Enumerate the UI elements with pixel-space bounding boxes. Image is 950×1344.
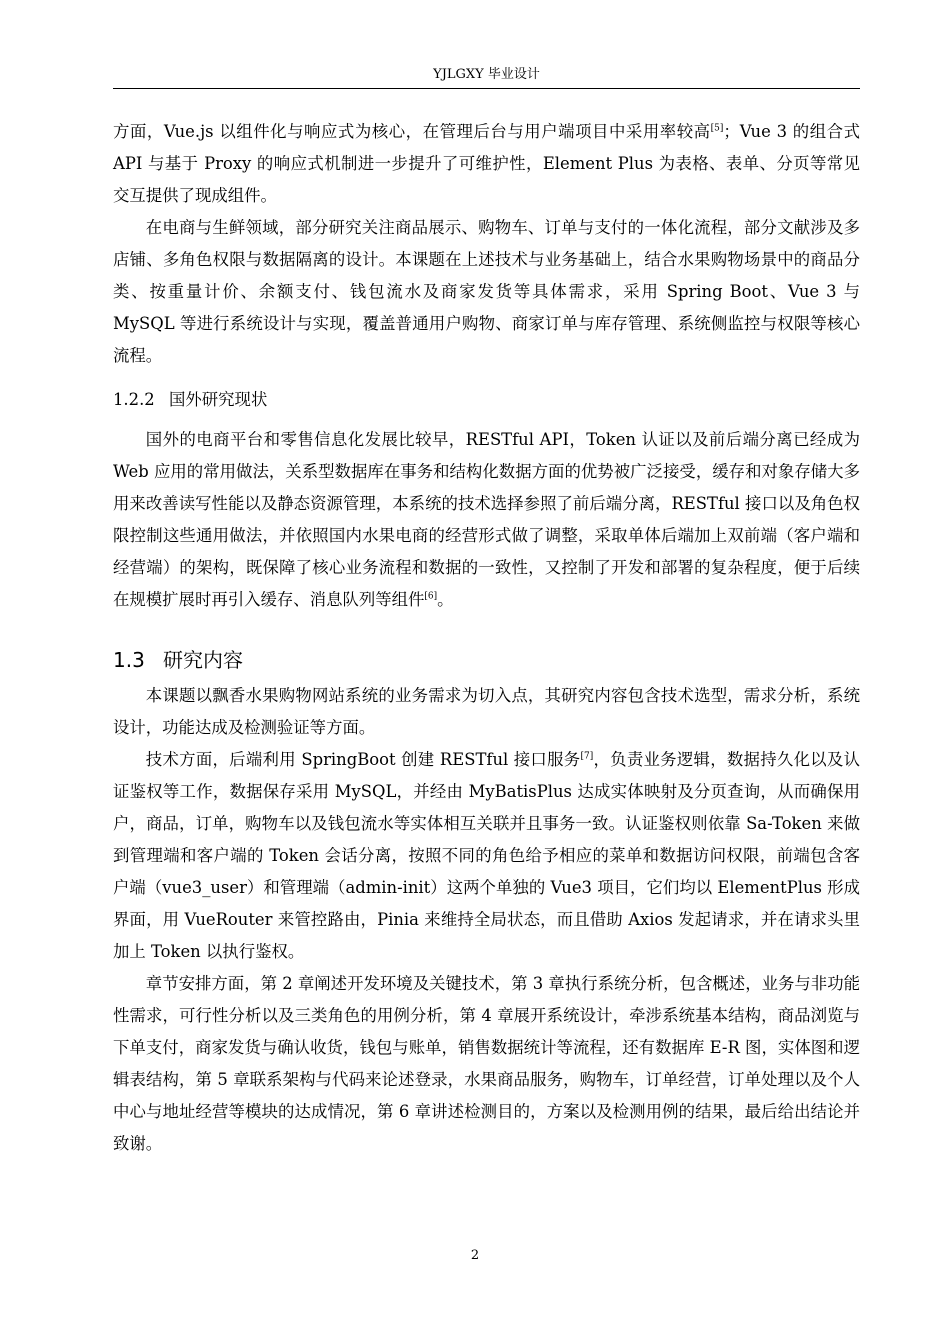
section-heading-1-3	[113, 644, 860, 676]
section-number: 1.3	[113, 648, 145, 672]
paragraph-vue-overview: 方面，Vue.js 以组件化与响应式为核心，在管理后台与用户端项目中采用率较高[5]；Vue 3 的组合式 API 与基于 Proxy 的响应式机制进一步提升了可维护性，Element Plus 为表格、表单、分页等常见交互提供了现成组件。	[113, 122, 860, 205]
section-title: 研究内容	[163, 648, 243, 672]
paragraph-technology: 技术方面，后端利用 SpringBoot 创建 RESTful 接口服务[7]，负责业务逻辑，数据持久化以及认证鉴权等工作，数据保存采用 MySQL，并经由 MyBatisPlus 达成实体映射及分页查询，从而确保用户，商品，订单，购物车以及钱包流水等实体相互关联并且事务一致。认证鉴权则依靠 Sa-Token 来做到管理端和客户端的 Token 会话分离，按照不同的角色给予相应的菜单和数据访问权限，前端包含客户端（vue3_user）和管理端（admin-init）这两个单独的 Vue3 项目，它们均以 ElementPlus 形成界面，用 VueRouter 来管控路由，Pinia 来维持全局状态，而且借助 Axios 发起请求，并在请求头里加上 Token 以执行鉴权。	[113, 750, 861, 961]
citation-5: [5]	[710, 123, 724, 134]
paragraph-ecommerce-domain: 在电商与生鲜领域，部分研究关注商品展示、购物车、订单与支付的一体化流程，部分文献涉及多店铺、多角色权限与数据隔离的设计。本课题在上述技术与业务基础上，结合水果购物场景中的商品分类、按重量计价、余额支付、钱包流水及商家发货等具体需求，采用 Spring Boot、Vue 3 与 MySQL 等进行系统设计与实现，覆盖普通用户购物、商家订单与库存管理、系统侧监控与权限等核心流程。	[113, 218, 860, 365]
citation-7: [7]	[580, 751, 594, 762]
page-body	[113, 116, 860, 1160]
page-number: 2	[470, 1248, 480, 1263]
section-number: 1.2.2	[113, 390, 155, 409]
section-heading-1-2-2	[113, 384, 860, 416]
header-title: YJLGXY 毕业设计	[433, 67, 540, 82]
paragraph-research-intro: 本课题以飘香水果购物网站系统的业务需求为切入点，其研究内容包含技术选型，需求分析，系统设计，功能达成及检测验证等方面。	[113, 686, 860, 737]
page-header	[113, 66, 860, 89]
paragraph-foreign-research: 国外的电商平台和零售信息化发展比较早，RESTful API，Token 认证以及前后端分离已经成为 Web 应用的常用做法，关系型数据库在事务和结构化数据方面的优势被广泛接受，缓存和对象存储大多用来改善读写性能以及静态资源管理，本系统的技术选择参照了前后端分离，RESTful 接口以及角色权限控制这些通用做法，并依照国内水果电商的经营形式做了调整，采取单体后端加上双前端（客户端和经营端）的架构，既保障了核心业务流程和数据的一致性，又控制了开发和部署的复杂程度，便于后续在规模扩展时再引入缓存、消息队列等组件[6]。	[113, 430, 860, 609]
citation-6: [6]	[424, 591, 438, 602]
paragraph-chapter-arrangement: 章节安排方面，第 2 章阐述开发环境及关键技术，第 3 章执行系统分析，包含概述，业务与非功能性需求，可行性分析以及三类角色的用例分析，第 4 章展开系统设计，牵涉系统基本结构，商品浏览与下单支付，商家发货与确认收货，钱包与账单，销售数据统计等流程，还有数据库 E-R 图，实体图和逻辑表结构，第 5 章联系架构与代码来论述登录，水果商品服务，购物车，订单经营，订单处理以及个人中心与地址经营等模块的达成情况，第 6 章讲述检测目的，方案以及检测用例的结果，最后给出结论并致谢。	[113, 974, 860, 1153]
section-title: 国外研究现状	[169, 390, 268, 409]
